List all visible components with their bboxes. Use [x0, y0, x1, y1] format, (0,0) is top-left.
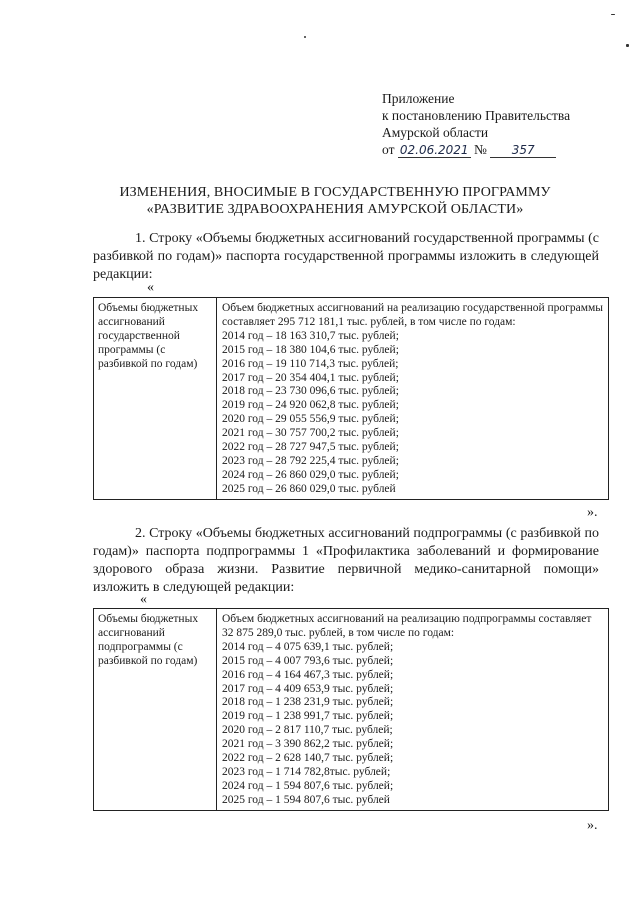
appendix-header: [382, 90, 612, 158]
year-line: 2015 год – 18 380 104,6 тыс. рублей;: [222, 343, 399, 356]
section-1-budget-table: [93, 297, 609, 500]
region-name: Амурской области: [382, 125, 489, 140]
year-line: 2021 год – 3 390 862,2 тыс. рублей;: [222, 738, 394, 751]
section-2-budget-table: [93, 608, 609, 811]
year-line: 2016 год – 4 164 467,3 тыс. рублей;: [222, 668, 394, 681]
budget-values-cell: [217, 298, 609, 500]
scan-speck: [626, 44, 629, 47]
year-line: 2017 год – 4 409 653,9 тыс. рублей;: [222, 682, 394, 695]
from-label: от: [382, 142, 395, 157]
scan-speck: [611, 14, 615, 15]
document-title: [70, 184, 600, 218]
year-line: 2020 год – 29 055 556,9 тыс. рублей;: [222, 413, 399, 426]
section-2-text: 2. Строку «Объемы бюджетных ассигнований подпрограммы (с разбивкой по годам)» паспорта подпрограммы 1 «Профилактика заболеваний и формирование здорового образа жизни. Развитие первичной медико-санитарной помощи» изложить в следующей редакции:: [93, 526, 599, 595]
year-line: 2021 год – 30 757 700,2 тыс. рублей;: [222, 427, 399, 440]
date-number-line: [382, 141, 612, 158]
budget-label-cell: Объемы бюджетных ассигнований государственной программы (с разбивкой по годам): [94, 298, 217, 500]
year-line: 2014 год – 18 163 310,7 тыс. рублей;: [222, 329, 399, 342]
section-2-close-quote: ».: [587, 818, 598, 833]
table-row: [94, 609, 609, 811]
budget-summary: Объем бюджетных ассигнований на реализацию подпрограммы составляет 32 875 289,0 тыс. рублей, в том числе по годам:: [222, 613, 592, 639]
year-line: 2020 год – 2 817 110,7 тыс. рублей;: [222, 724, 393, 737]
year-line: 2016 год – 19 110 714,3 тыс. рублей;: [222, 357, 399, 370]
budget-summary: Объем бюджетных ассигнований на реализацию государственной программы составляет 295 712 181,1 тыс. рублей, в том числе по годам:: [222, 302, 604, 328]
year-line: 2019 год – 1 238 991,7 тыс. рублей;: [222, 710, 394, 723]
year-line: 2024 год – 1 594 807,6 тыс. рублей;: [222, 779, 394, 792]
section-2-open-quote: «: [140, 592, 147, 607]
year-line: 2015 год – 4 007 793,6 тыс. рублей;: [222, 654, 394, 667]
table-row: [94, 298, 609, 500]
budget-values-cell: [217, 609, 609, 811]
year-list: [222, 641, 604, 808]
section-1-text: 1. Строку «Объемы бюджетных ассигнований государственной программы (с разбивкой по годам)» паспорта государственной программы изложить в следующей редакции:: [93, 231, 599, 282]
year-line: 2023 год – 1 714 782,8тыс. рублей;: [222, 765, 391, 778]
number-label: №: [473, 142, 487, 157]
scan-speck: [304, 36, 306, 38]
section-1-open-quote: «: [147, 280, 154, 295]
year-line: 2022 год – 28 727 947,5 тыс. рублей;: [222, 441, 399, 454]
year-line: 2022 год – 2 628 140,7 тыс. рублей;: [222, 752, 394, 765]
year-line: 2019 год – 24 920 062,8 тыс. рублей;: [222, 399, 399, 412]
section-2-paragraph: [93, 525, 599, 597]
appendix-label: Приложение: [382, 91, 455, 106]
year-line: 2018 год – 1 238 231,9 тыс. рублей;: [222, 696, 394, 709]
year-line: 2025 год – 1 594 807,6 тыс. рублей: [222, 793, 390, 806]
handwritten-number: 357: [490, 144, 556, 158]
year-line: 2018 год – 23 730 096,6 тыс. рублей;: [222, 385, 399, 398]
section-1-paragraph: [93, 230, 599, 284]
handwritten-date: 02.06.2021: [399, 143, 469, 157]
year-line: 2025 год – 26 860 029,0 тыс. рублей: [222, 482, 396, 495]
resolution-reference: к постановлению Правительства: [382, 108, 571, 123]
title-line-2: «РАЗВИТИЕ ЗДРАВООХРАНЕНИЯ АМУРСКОЙ ОБЛАСТИ»: [146, 202, 524, 217]
year-line: 2023 год – 28 792 225,4 тыс. рублей;: [222, 454, 399, 467]
title-line-1: ИЗМЕНЕНИЯ, ВНОСИМЫЕ В ГОСУДАРСТВЕННУЮ ПРОГРАММУ: [119, 185, 551, 200]
section-1-close-quote: ».: [587, 505, 598, 520]
year-list: [222, 330, 604, 497]
year-line: 2024 год – 26 860 029,0 тыс. рублей;: [222, 468, 399, 481]
budget-label-cell: Объемы бюджетных ассигнований подпрограммы (с разбивкой по годам): [94, 609, 217, 811]
year-line: 2017 год – 20 354 404,1 тыс. рублей;: [222, 371, 399, 384]
year-line: 2014 год – 4 075 639,1 тыс. рублей;: [222, 640, 394, 653]
